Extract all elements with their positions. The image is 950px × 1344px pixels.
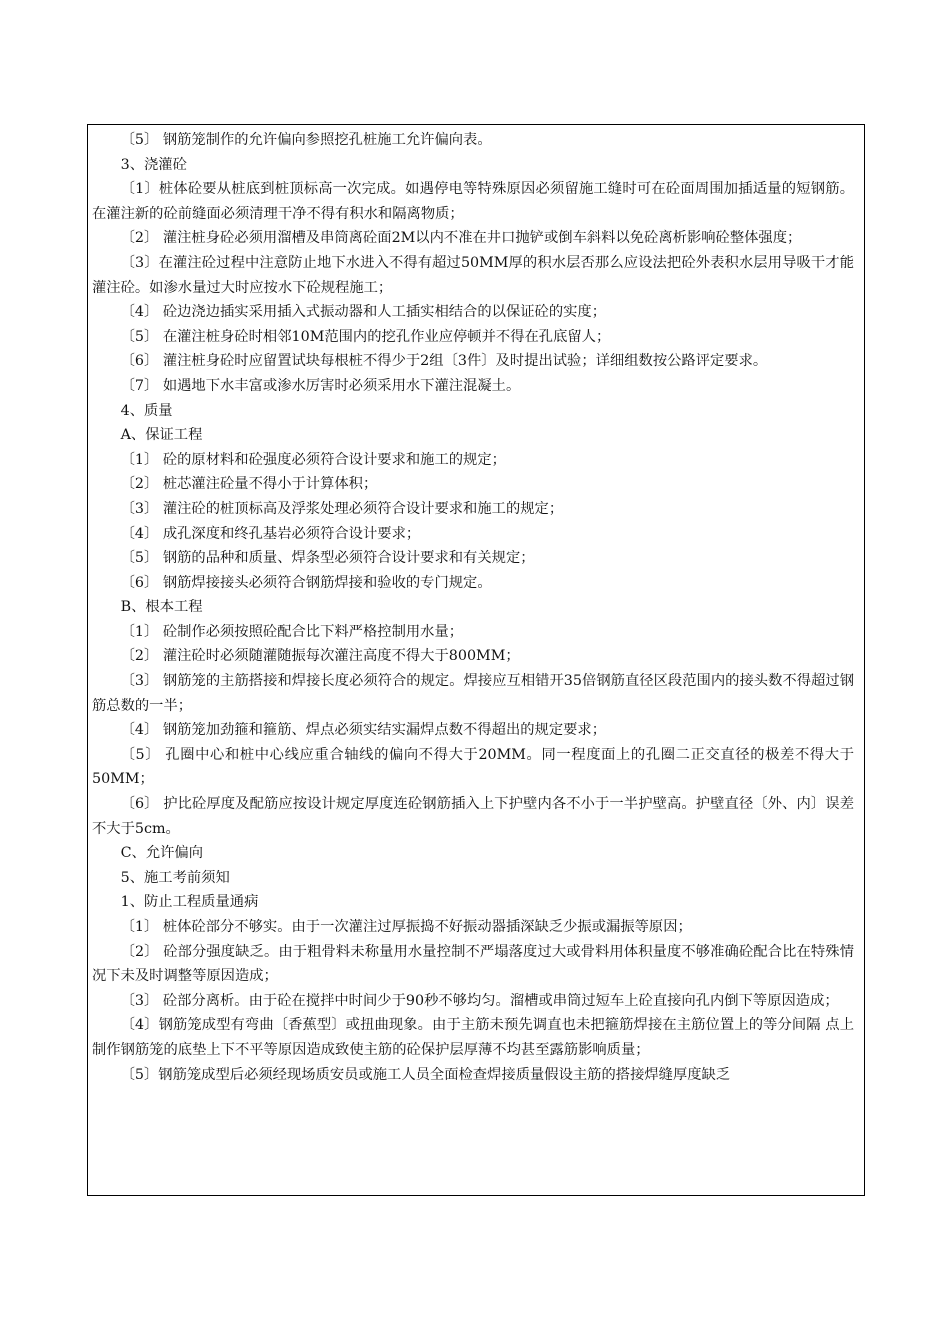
paragraph: 〔3〕 钢筋笼的主筋搭接和焊接长度必须符合的规定。焊接应互相错开35倍钢筋直径区段范围内的接头数不得超过钢筋总数的一半； — [92, 673, 854, 714]
paragraph: 〔1〕桩体砼要从桩底到桩顶标高一次完成。如遇停电等特殊原因必须留施工缝时可在砼面周围加插适量的短钢筋。在灌注新的砼前缝面必须清理干净不得有积水和隔离物质； — [92, 181, 854, 222]
paragraph: 〔6〕 护比砼厚度及配筋应按设计规定厚度连砼钢筋插入上下护壁内各不小于一半护壁高。护壁直径〔外、内〕误差不大于5cm。 — [92, 796, 854, 837]
subsection-heading: 1、防止工程质量通病 — [120, 894, 259, 911]
paragraph: 〔6〕 灌注桩身砼时应留置试块每根桩不得少于2组〔3件〕及时提出试验；详细组数按公路评定要求。 — [120, 353, 768, 370]
paragraph: 〔7〕 如遇地下水丰富或渗水厉害时必须采用水下灌注混凝土。 — [120, 377, 521, 394]
subsection-heading: A、保证工程 — [120, 427, 203, 444]
paragraph: 〔4〕 成孔深度和终孔基岩必须符合设计要求； — [120, 525, 421, 542]
paragraph: 〔6〕 钢筋焊接接头必须符合钢筋焊接和验收的专门规定。 — [120, 574, 492, 591]
paragraph: 〔1〕 砼的原材料和砼强度必须符合设计要求和施工的规定； — [120, 451, 506, 468]
document-frame — [87, 124, 865, 1196]
paragraph: 〔4〕 钢筋笼加劲箍和箍筋、焊点必须实结实漏焊点数不得超出的规定要求； — [120, 722, 607, 739]
section-heading: 5、施工考前须知 — [120, 869, 230, 886]
subsection-heading: B、根本工程 — [120, 599, 203, 616]
paragraph: 〔3〕在灌注砼过程中注意防止地下水进入不得有超过50MM厚的积水层否那么应设法把砼外表积水层用导吸干才能灌注砼。如渗水量过大时应按水下砼规程施工； — [92, 254, 854, 296]
section-heading: 4、质量 — [120, 402, 173, 419]
paragraph: 〔2〕 灌注桩身砼必须用溜槽及串筒离砼面2M以内不准在井口抛铲或倒车斜料以免砼离析影响砼整体强度； — [120, 230, 802, 247]
paragraph: 〔5〕 在灌注桩身砼时相邻10M范围内的挖孔作业应停顿并不得在孔底留人； — [120, 328, 611, 345]
paragraph: 〔2〕 桩芯灌注砼量不得小于计算体积； — [120, 476, 378, 493]
subsection-heading: C、允许偏向 — [120, 845, 204, 862]
paragraph: 〔2〕 灌注砼时必须随灌随振每次灌注高度不得大于800MM； — [120, 648, 520, 665]
paragraph: 〔5〕 钢筋笼制作的允许偏向参照挖孔桩施工允许偏向表。 — [120, 132, 492, 148]
paragraph: 〔4〕钢筋笼成型有弯曲〔香蕉型〕或扭曲现象。由于主筋未预先调直也未把箍筋焊接在主筋位置上的等分间隔 点上制作钢筋笼的底垫上下不平等原因造成致使主筋的砼保护层厚薄不均甚至露筋影响质量； — [92, 1017, 854, 1058]
paragraph: 〔5〕 孔圈中心和桩中心线应重合轴线的偏向不得大于20MM。同一程度面上的孔圈二正交直径的极差不得大于50MM； — [92, 746, 854, 788]
paragraph: 〔2〕 砼部分强度缺乏。由于粗骨料未称量用水量控制不严塌落度过大或骨料用体积量度不够准确砼配合比在特殊情况下未及时调整等原因造成； — [92, 943, 854, 985]
paragraph: 〔1〕 桩体砼部分不够实。由于一次灌注过厚振捣不好振动器插深缺乏少振或漏振等原因； — [120, 919, 692, 935]
paragraph: 〔3〕 灌注砼的桩顶标高及浮浆处理必须符合设计要求和施工的规定； — [120, 500, 564, 517]
paragraph: 〔5〕钢筋笼成型后必须经现场质安员或施工人员全面检查焊接质量假设主筋的搭接焊缝厚度缺乏 — [120, 1066, 731, 1083]
paragraph: 〔4〕 砼边浇边插实采用插入式振动器和人工插实相结合的以保证砼的实度； — [120, 304, 607, 321]
paragraph: 〔1〕 砼制作必须按照砼配合比下料严格控制用水量； — [120, 623, 464, 640]
paragraph: 〔5〕 钢筋的品种和质量、焊条型必须符合设计要求和有关规定； — [120, 550, 535, 567]
section-heading: 3、浇灌砼 — [120, 156, 187, 173]
paragraph: 〔3〕 砼部分离析。由于砼在搅拌中时间少于90秒不够均匀。溜槽或串筒过短车上砼直接向孔内倒下等原因造成； — [120, 992, 839, 1009]
